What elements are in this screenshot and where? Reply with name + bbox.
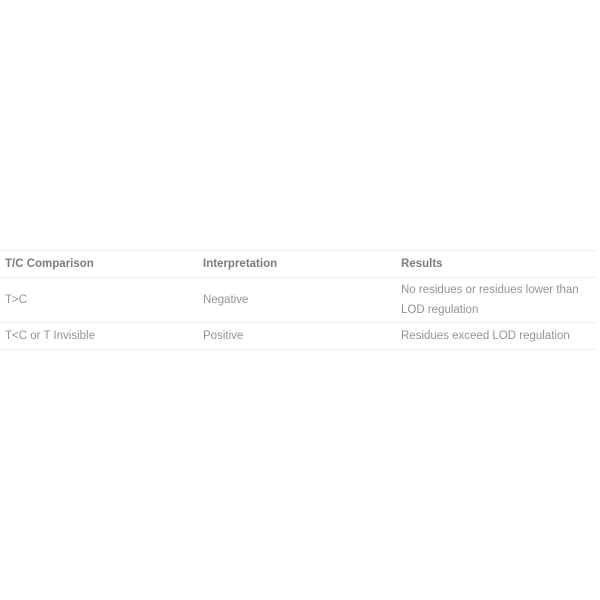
cell-results: No residues or residues lower than LOD regulation: [396, 278, 596, 323]
cell-interpretation: Positive: [198, 323, 396, 350]
cell-tc-comparison: T<C or T Invisible: [0, 323, 198, 350]
table-header-row: [0, 251, 596, 278]
header-tc-comparison: T/C Comparison: [0, 251, 198, 278]
cell-tc-comparison: T>C: [0, 278, 198, 323]
header-results: Results: [396, 251, 596, 278]
table-row: [0, 278, 596, 323]
header-interpretation: Interpretation: [198, 251, 396, 278]
cell-interpretation: Negative: [198, 278, 396, 323]
cell-results: Residues exceed LOD regulation: [396, 323, 596, 350]
table-row: [0, 323, 596, 350]
results-table: [0, 250, 596, 350]
